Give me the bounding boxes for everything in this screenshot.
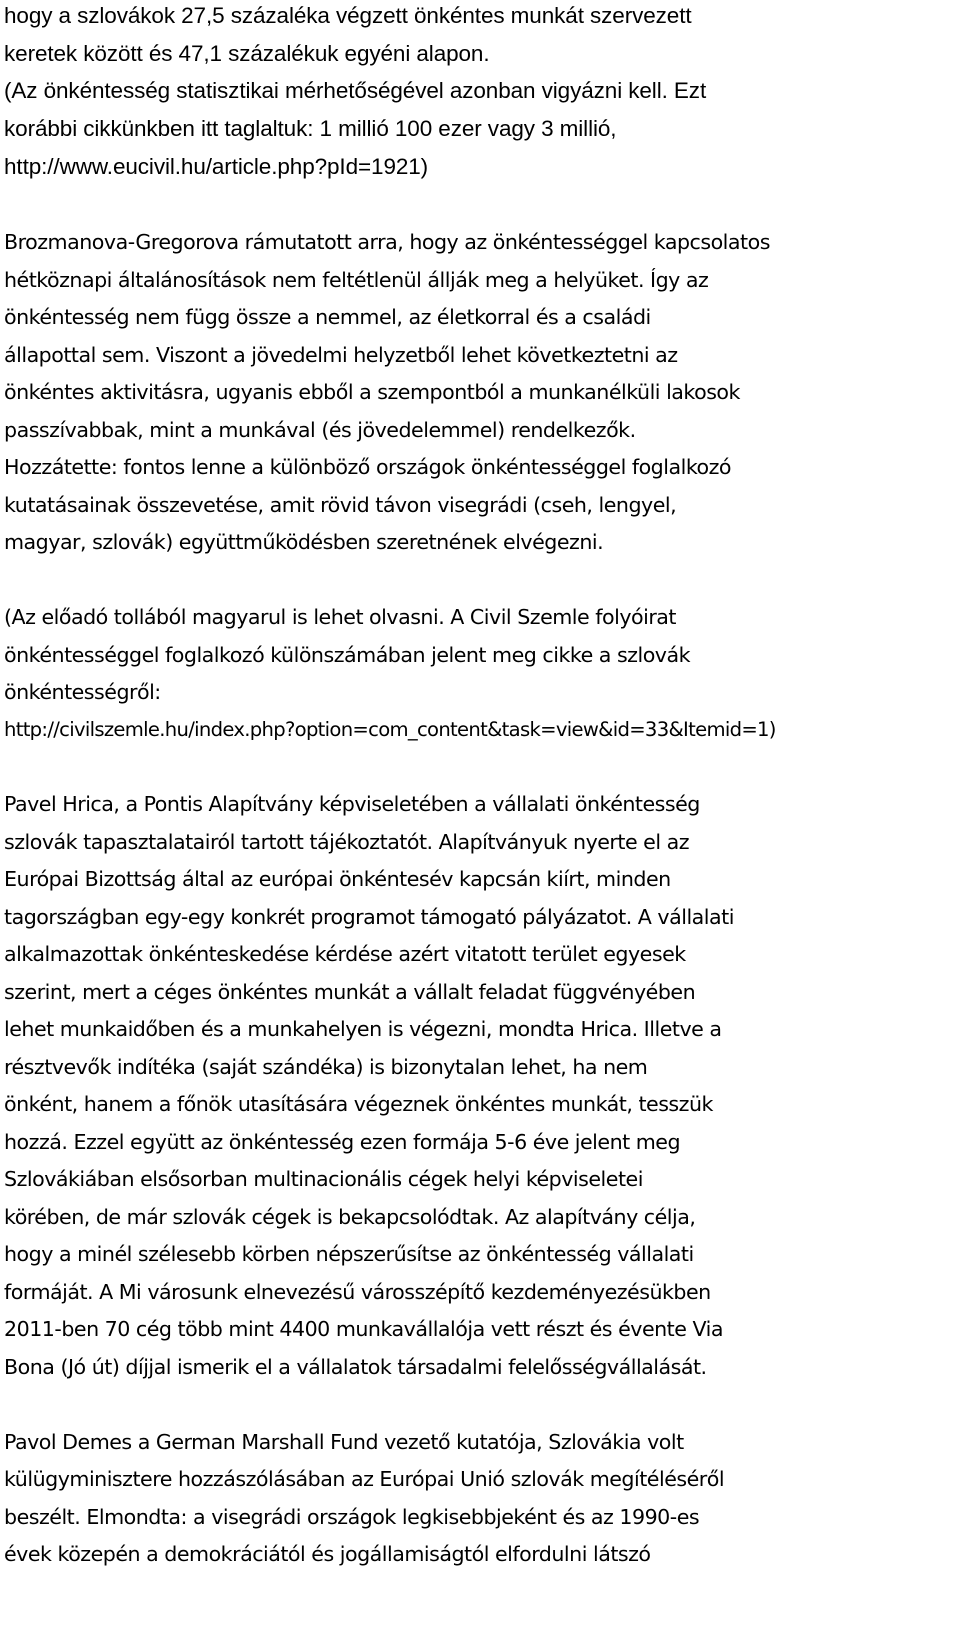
text-line: szlovák tapasztalatairól tartott tájékoztatót. Alapítványuk nyerte el az xyxy=(4,830,690,854)
text-line: korábbi cikkünkben itt taglaltuk: 1 millió 100 ezer vagy 3 millió, xyxy=(4,116,617,141)
text-line: Pavol Demes a German Marshall Fund vezető kutatója, Szlovákia volt xyxy=(4,1430,684,1454)
text-line: hogy a szlovákok 27,5 százaléka végzett önkéntes munkát szervezett xyxy=(4,3,692,28)
text-line: állapottal sem. Viszont a jövedelmi helyzetből lehet következtetni az xyxy=(4,343,678,367)
text-line: magyar, szlovák) együttműködésben szeretnének elvégezni. xyxy=(4,530,604,554)
text-line: Pavel Hrica, a Pontis Alapítvány képviseletében a vállalati önkéntesség xyxy=(4,792,700,816)
text-line: önkéntességről: xyxy=(4,680,161,704)
text-line: beszélt. Elmondta: a visegrádi országok legkisebbjeként és az 1990-es xyxy=(4,1505,700,1529)
text-line: évek közepén a demokráciától és jogállamiságtól elfordulni látszó xyxy=(4,1542,651,1566)
text-line: hozzá. Ezzel együtt az önkéntesség ezen formája 5-6 éve jelent meg xyxy=(4,1130,681,1154)
text-line: Brozmanova-Gregorova rámutatott arra, hogy az önkéntességgel kapcsolatos xyxy=(4,230,770,254)
text-line: Szlovákiában elsősorban multinacionális cégek helyi képviseletei xyxy=(4,1167,643,1191)
text-line: önkéntességgel foglalkozó különszámában jelent meg cikke a szlovák xyxy=(4,643,691,667)
text-line: szerint, mert a céges önkéntes munkát a vállalt feladat függvényében xyxy=(4,980,696,1004)
text-line: kutatásainak összevetése, amit rövid távon visegrádi (cseh, lengyel, xyxy=(4,493,677,517)
text-line: http://www.eucivil.hu/article.php?pId=1921) xyxy=(4,154,429,179)
text-line: tagországban egy-egy konkrét programot támogató pályázatot. A vállalati xyxy=(4,905,734,929)
text-line: passzívabbak, mint a munkával (és jövedelemmel) rendelkezők. xyxy=(4,418,636,442)
text-line: önkéntesség nem függ össze a nemmel, az életkorral és a családi xyxy=(4,305,651,329)
text-line: Európai Bizottság által az európai önkéntesév kapcsán kiírt, minden xyxy=(4,867,671,891)
text-line: önként, hanem a főnök utasítására végeznek önkéntes munkát, tesszük xyxy=(4,1092,713,1116)
text-line: http://civilszemle.hu/index.php?option=com_content&task=view&id=33&Itemid=1) xyxy=(4,718,776,741)
text-line: lehet munkaidőben és a munkahelyen is végezni, mondta Hrica. Illetve a xyxy=(4,1017,722,1041)
text-line: hogy a minél szélesebb körben népszerűsítse az önkéntesség vállalati xyxy=(4,1242,694,1266)
text-line: keretek között és 47,1 százalékuk egyéni alapon. xyxy=(4,41,490,66)
text-line: Bona (Jó út) díjjal ismerik el a vállalatok társadalmi felelősségvállalását. xyxy=(4,1355,707,1379)
text-line: (Az előadó tollából magyarul is lehet olvasni. A Civil Szemle folyóirat xyxy=(4,605,676,629)
text-line: hétköznapi általánosítások nem feltétlenül állják meg a helyüket. Így az xyxy=(4,268,709,292)
text-line: (Az önkéntesség statisztikai mérhetőségével azonban vigyázni kell. Ezt xyxy=(4,78,707,103)
text-line: 2011-ben 70 cég több mint 4400 munkavállalója vett részt és évente Via xyxy=(4,1317,723,1341)
text-line: Hozzátette: fontos lenne a különböző országok önkéntességgel foglalkozó xyxy=(4,455,732,479)
text-line: körében, de már szlovák cégek is bekapcsolódtak. Az alapítvány célja, xyxy=(4,1205,696,1229)
text-line: külügyminisztere hozzászólásában az Európai Unió szlovák megítéléséről xyxy=(4,1467,725,1491)
text-line: önkéntes aktivitásra, ugyanis ebből a szempontból a munkanélküli lakosok xyxy=(4,380,740,404)
text-line: formáját. A Mi városunk elnevezésű városszépítő kezdeményezésükben xyxy=(4,1280,711,1304)
text-line: alkalmazottak önkénteskedése kérdése azért vitatott terület egyesek xyxy=(4,942,686,966)
text-line: résztvevők indítéka (saját szándéka) is bizonytalan lehet, ha nem xyxy=(4,1055,648,1079)
